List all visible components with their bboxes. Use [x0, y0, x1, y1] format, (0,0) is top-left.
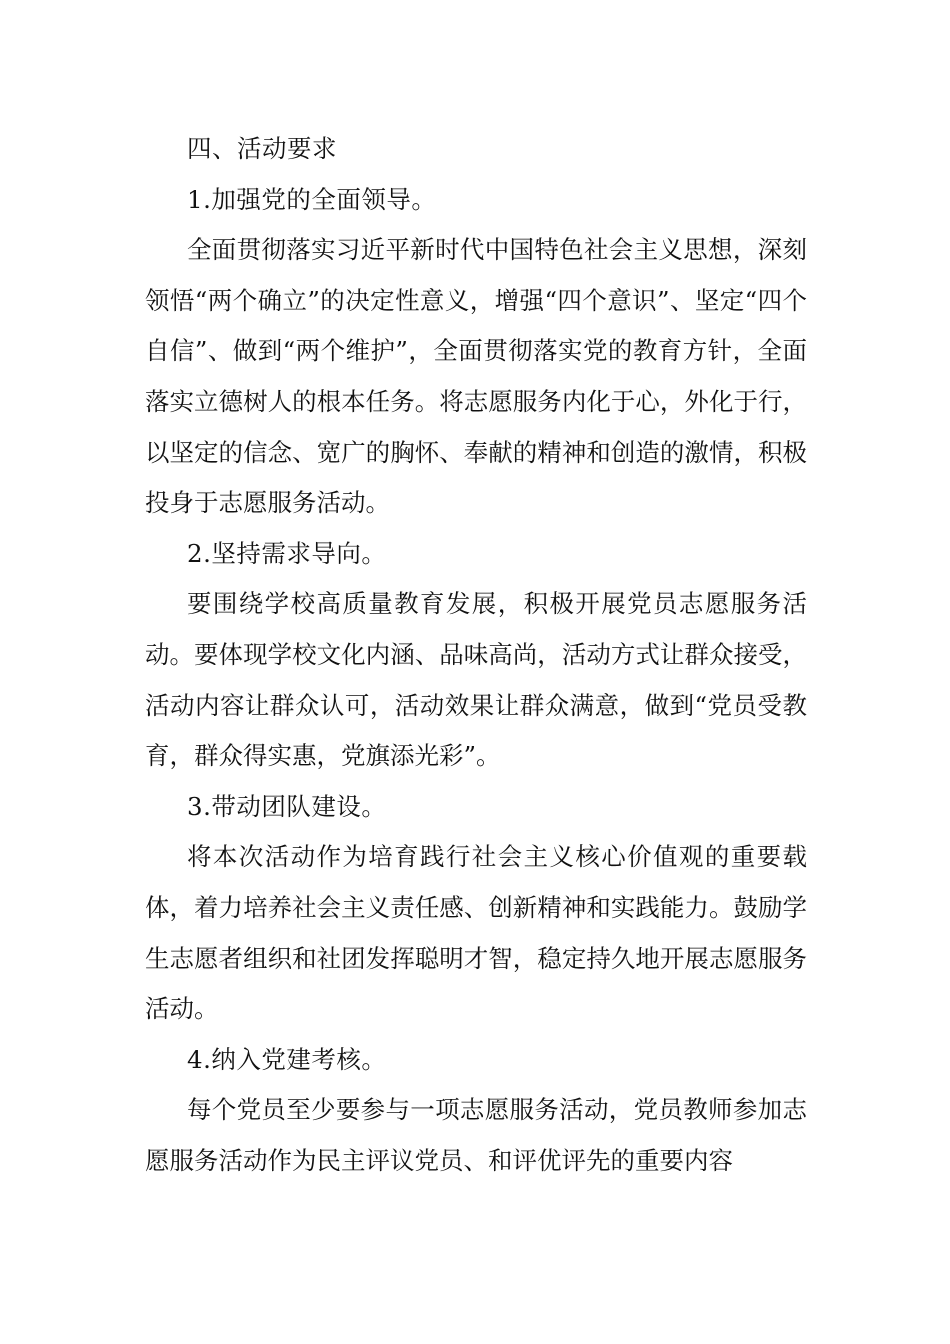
item-body-3: 将本次活动作为培育践行社会主义核心价值观的重要载体，着力培养社会主义责任感、创新精神和实践能力。鼓励学生志愿者组织和社团发挥聪明才智，稳定持久地开展志愿服务活动。	[145, 842, 807, 1024]
item-body-2: 要围绕学校高质量教育发展，积极开展党员志愿服务活动。要体现学校文化内涵、品味高尚，活动方式让群众接受，活动内容让群众认可，活动效果让群众满意，做到“党员受教育，群众得实惠，党旗添光彩”。	[145, 589, 807, 771]
item-body-1: 全面贯彻落实习近平新时代中国特色社会主义思想，深刻领悟“两个确立”的决定性意义，增强“四个意识”、坚定“四个自信”、做到“两个维护”，全面贯彻落实党的教育方针，全面落实立德树人的根本任务。将志愿服务内化于心，外化于行，以坚定的信念、宽广的胸怀、奉献的精神和创造的激情，积极投身于志愿服务活动。	[145, 235, 807, 518]
item-title-3: 3.带动团队建设。	[187, 791, 387, 821]
item-title-2: 2.坚持需求导向。	[187, 538, 387, 568]
item-body-4: 每个党员至少要参与一项志愿服务活动，党员教师参加志愿服务活动作为民主评议党员、和评优评先的重要内容	[145, 1095, 807, 1175]
document-body	[145, 124, 807, 1186]
item-title-1: 1.加强党的全面领导。	[187, 184, 437, 214]
item-title-4: 4.纳入党建考核。	[187, 1044, 387, 1074]
section-heading: 四、活动要求	[187, 134, 337, 163]
